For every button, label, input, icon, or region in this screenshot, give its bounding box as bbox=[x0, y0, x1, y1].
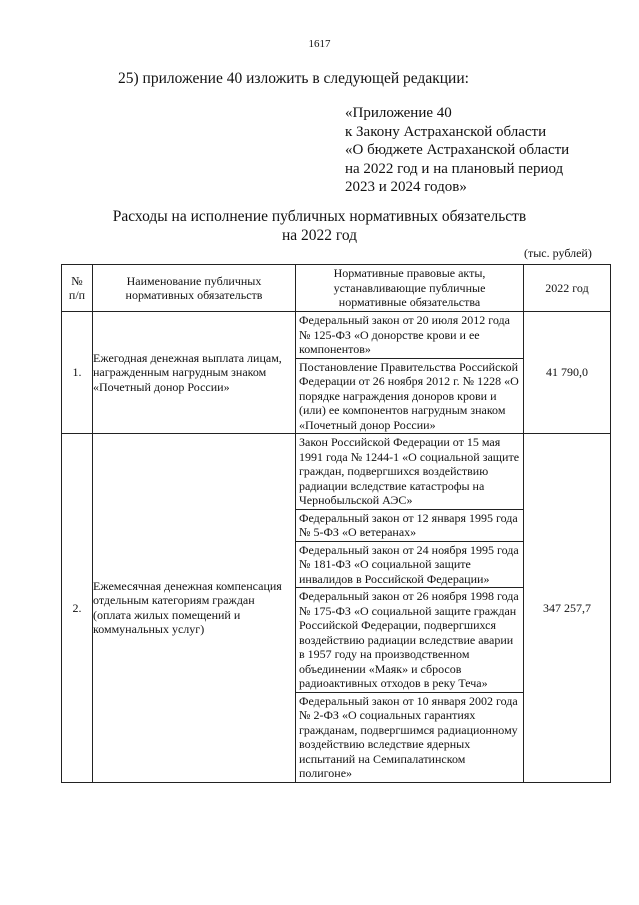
header-name bbox=[93, 265, 296, 312]
document-title bbox=[0, 208, 639, 245]
table-row bbox=[62, 434, 611, 783]
table-row bbox=[62, 312, 611, 434]
appendix-heading bbox=[345, 104, 569, 197]
table-header-row bbox=[62, 265, 611, 312]
appendix-line: на 2022 год и на плановый период bbox=[345, 160, 564, 177]
header-amount: 2022 год bbox=[524, 265, 611, 312]
obligations-table bbox=[61, 264, 611, 783]
row-amount: 347 257,7 bbox=[524, 434, 611, 783]
row-number: 1. bbox=[62, 312, 93, 434]
header-acts-line: нормативные обязательства bbox=[338, 295, 481, 310]
instruction-text: 25) приложение 40 изложить в следующей редакции: bbox=[118, 70, 469, 87]
header-acts bbox=[296, 265, 524, 312]
row-acts bbox=[296, 312, 524, 434]
legal-act: Федеральный закон от 12 января 1995 года № 5-ФЗ «О ветеранах» bbox=[296, 510, 523, 542]
header-num bbox=[62, 265, 93, 312]
header-name-line: нормативных обязательств bbox=[125, 288, 263, 302]
row-name: Ежемесячная денежная компенсация отдельным категориям граждан (оплата жилых помещений и коммунальных услуг) bbox=[93, 434, 296, 783]
row-number: 2. bbox=[62, 434, 93, 783]
header-num-line: п/п bbox=[68, 288, 86, 302]
appendix-line: 2023 и 2024 годов» bbox=[345, 179, 467, 195]
legal-act: Федеральный закон от 10 января 2002 года № 2-ФЗ «О социальных гарантиях гражданам, подвергшимся радиационному воздействию вследствие ядерных испытаний на Семипалатинском полигоне» bbox=[299, 693, 518, 780]
units-label: (тыс. рублей) bbox=[524, 246, 592, 260]
legal-act: Федеральный закон от 20 июля 2012 года № 125-ФЗ «О донорстве крови и ее компонентов» bbox=[296, 312, 523, 359]
appendix-line: «О бюджете Астраханской области bbox=[345, 142, 570, 158]
legal-act: Закон Российской Федерации от 15 мая 1991 года № 1244-1 «О социальной защите граждан, подвергшихся воздействию радиации вследствие катастрофы на Чернобыльской АЭС» bbox=[296, 434, 523, 510]
header-acts-line: Нормативные правовые акты, bbox=[333, 266, 486, 281]
appendix-line: «Приложение 40 bbox=[345, 105, 452, 121]
page-number: 1617 bbox=[308, 38, 331, 50]
title-line: на 2022 год bbox=[281, 226, 358, 244]
legal-act: Постановление Правительства Российской Федерации от 26 ноября 2012 г. № 1228 «О порядке награждения доноров крови и (или) ее компонентов нагрудным знаком «Почетный донор России» bbox=[299, 359, 519, 432]
legal-act: Федеральный закон от 26 ноября 1998 года № 175-ФЗ «О социальной защите граждан Российской Федерации, подвергшихся воздействию радиации вследствие аварии в 1957 году на производственном объединении «Маяк» и сбросов радиоактивных отходов в реку Теча» bbox=[296, 588, 523, 693]
header-acts-line: устанавливающие публичные bbox=[333, 280, 486, 295]
row-amount: 41 790,0 bbox=[524, 312, 611, 434]
title-line: Расходы на исполнение публичных нормативных обязательств bbox=[112, 208, 527, 225]
row-name: Ежегодная денежная выплата лицам, награжденным нагрудным знаком «Почетный донор России» bbox=[93, 312, 296, 434]
header-name-line: Наименование публичных bbox=[126, 273, 262, 288]
appendix-line: к Закону Астраханской области bbox=[345, 123, 547, 140]
header-num-line: № bbox=[71, 273, 83, 288]
legal-act: Федеральный закон от 24 ноября 1995 года № 181-ФЗ «О социальной защите инвалидов в Российской Федерации» bbox=[296, 542, 523, 589]
row-acts bbox=[296, 434, 524, 783]
